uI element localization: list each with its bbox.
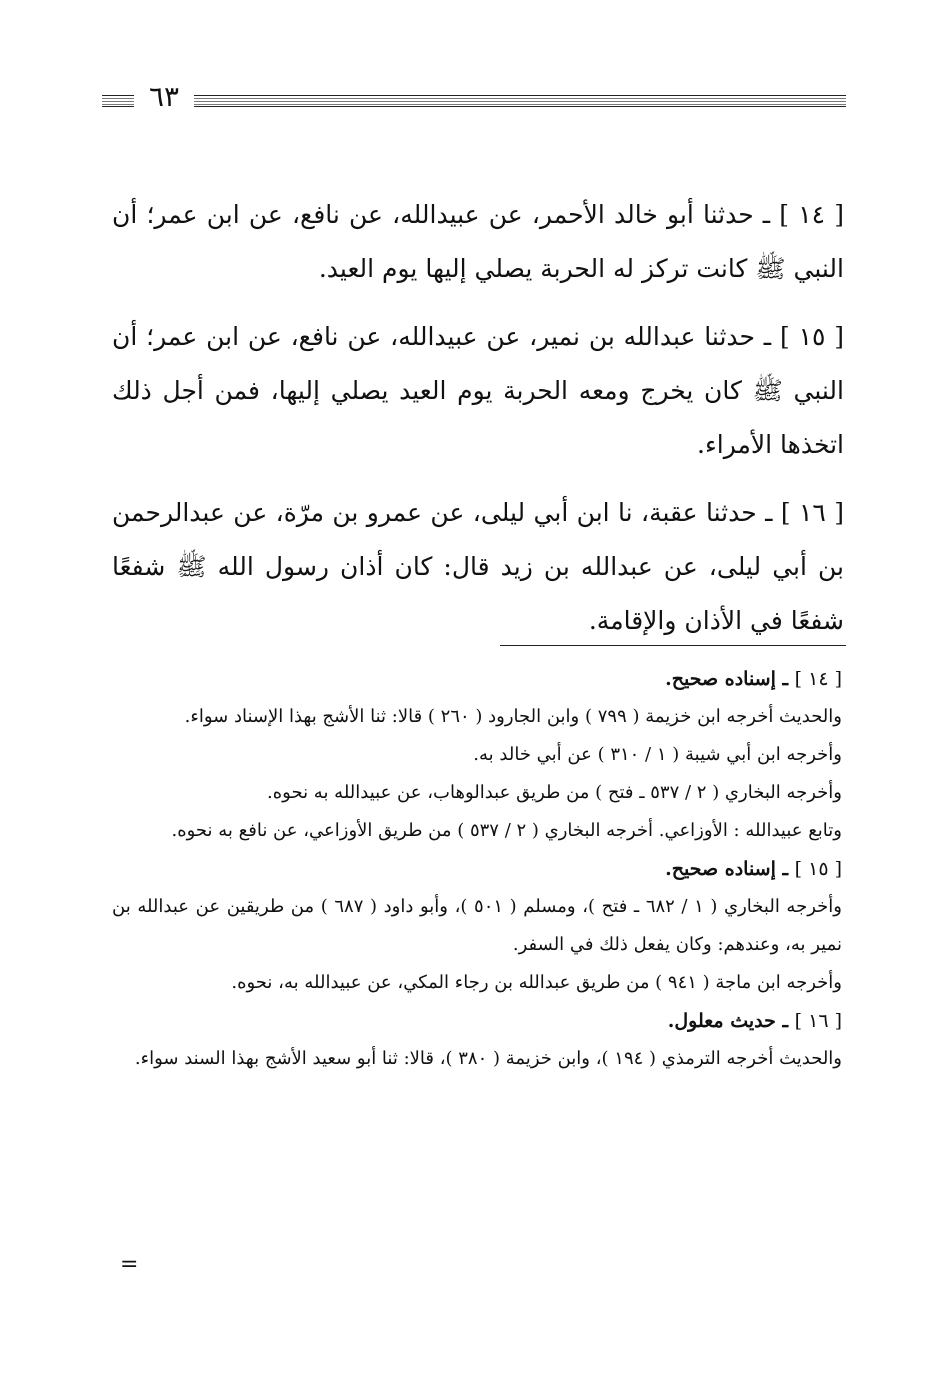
footnote-line: والحديث أخرجه ابن خزيمة ( ٧٩٩ ) وابن الجارود ( ٢٦٠ ) قالا: ثنا الأشج بهذا الإسناد سواء.: [184, 706, 842, 727]
footnote-ref: [ ١٤ ]: [794, 668, 842, 690]
footnote-title: ـ إسناده صحيح.: [665, 668, 795, 690]
hadith-16: [112, 486, 844, 648]
header-rule-left: [102, 95, 134, 107]
footnote-line: وأخرجه ابن ماجة ( ٩٤١ ) من طريق عبدالله بن رجاء المكي، عن عبيدالله به، نحوه.: [231, 972, 842, 993]
page-number: ٦٣: [148, 80, 180, 113]
page-header: [102, 82, 846, 116]
footnote-line: والحديث أخرجه الترمذي ( ١٩٤ )، وابن خزيمة ( ٣٨٠ )، قالا: ثنا أبو سعيد الأشج بهذا السند سواء.: [134, 1048, 842, 1069]
hadith-text: ـ حدثنا عقبة، نا ابن أبي ليلى، عن عمرو بن مرّة، عن عبدالرحمن بن أبي ليلى، عن عبدالله بن زيد قال: كان أذان رسول الله ﷺ شفعًا شفعًا في الأذان والإقامة.: [112, 498, 844, 635]
hadith-text: ـ حدثنا عبدالله بن نمير، عن عبيدالله، عن نافع، عن ابن عمر؛ أن النبي ﷺ كان يخرج ومعه الحربة يوم العيد يصلي إليها، فمن أجل ذلك اتخذها الأمراء.: [112, 322, 844, 459]
footnote-heading-15: [112, 850, 842, 888]
footnotes-section: [112, 660, 842, 1078]
footnote-line: وأخرجه البخاري ( ٢ / ٥٣٧ ـ فتح ) من طريق عبدالوهاب، عن عبيدالله به نحوه.: [267, 782, 842, 803]
hadith-15: [112, 310, 844, 472]
footnote-ref: [ ١٥ ]: [794, 858, 842, 880]
footnote-line: وأخرجه ابن أبي شيبة ( ١ / ٣١٠ ) عن أبي خالد به.: [473, 744, 842, 765]
hadith-text-body: [112, 188, 844, 662]
footnote-heading-14: [112, 660, 842, 698]
footnote-ref: [ ١٦ ]: [794, 1010, 842, 1032]
footnote-line: وأخرجه البخاري ( ١ / ٦٨٢ ـ فتح )، ومسلم ( ٥٠١ )، وأبو داود ( ٦٨٧ ) من طريقين عن عبدالله بن نمير به، وعندهم: وكان يفعل ذلك في السفر.: [112, 896, 842, 955]
footnote-title: ـ إسناده صحيح.: [665, 858, 795, 880]
hadith-number: [ ١٤ ]: [779, 200, 844, 229]
hadith-text: ـ حدثنا أبو خالد الأحمر، عن عبيدالله، عن نافع، عن ابن عمر؛ أن النبي ﷺ كانت تركز له الحربة يصلي إليها يوم العيد.: [112, 200, 844, 283]
footnote-divider: [500, 645, 846, 646]
hadith-number: [ ١٥ ]: [779, 322, 845, 351]
footnote-heading-16: [112, 1002, 842, 1040]
footnote-line: وتابع عبيدالله : الأوزاعي. أخرجه البخاري ( ٢ / ٥٣٧ ) من طريق الأوزاعي، عن نافع به نحوه.: [171, 820, 842, 841]
footnote-title: ـ حديث معلول.: [667, 1010, 795, 1032]
hadith-number: [ ١٦ ]: [780, 498, 845, 527]
hadith-14: [112, 188, 844, 296]
header-rule-right: [194, 95, 846, 107]
continuation-mark: =: [120, 1252, 139, 1277]
